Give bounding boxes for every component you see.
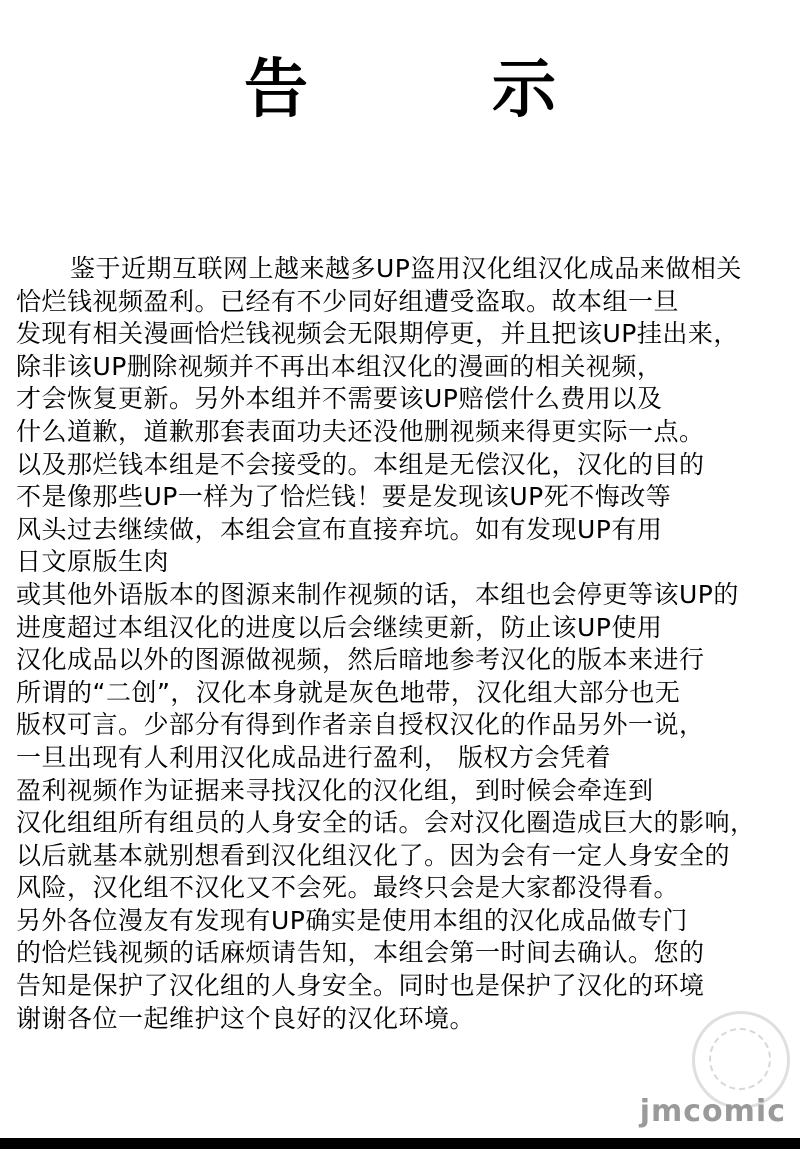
notice-line: 谢谢各位一起维护这个良好的汉化环境。 — [16, 1003, 476, 1033]
notice-line: 以及那烂钱本组是不会接受的。本组是无偿汉化，汉化的目的 — [16, 449, 705, 479]
notice-line: 日文原版生肉 — [16, 547, 170, 577]
notice-line: 所谓的“二创”，汉化本身就是灰色地带，汉化组大部分也无 — [16, 677, 681, 707]
notice-title: 告 示 — [244, 53, 616, 127]
notice-line: 才会恢复更新。另外本组并不需要该UP赔偿什么费用以及 — [16, 384, 663, 414]
notice-line: 盈利视频作为证据来寻找汉化的汉化组，到时候会牵连到 — [16, 775, 654, 805]
notice-line: 或其他外语版本的图源来制作视频的话，本组也会停更等该UP的 — [16, 579, 739, 609]
notice-line: 风头过去继续做，本组会宣布直接弃坑。如有发现UP有用 — [16, 514, 663, 544]
notice-line: 什么道歉，道歉那套表面功夫还没他删视频来得更实际一点。 — [16, 416, 705, 446]
notice-line: 恰烂钱视频盈利。已经有不少同好组遭受盗取。故本组一旦 — [16, 286, 680, 316]
notice-line: 汉化成品以外的图源做视频，然后暗地参考汉化的版本来进行 — [16, 645, 705, 675]
notice-line: 另外各位漫友有发现有UP确实是使用本组的汉化成品做专门 — [16, 905, 688, 935]
notice-line: 的恰烂钱视频的话麻烦请告知，本组会第一时间去确认。您的 — [16, 938, 705, 968]
notice-line: 鉴于近期互联网上越来越多UP盗用汉化组汉化成品来做相关 — [70, 254, 742, 283]
watermark-logo: jmcomic — [639, 1094, 786, 1129]
notice-line: 不是像那些UP一样为了恰烂钱！要是发现该UP死不悔改等 — [16, 482, 672, 512]
notice-line: 一旦出现有人利用汉化成品进行盈利， 版权方会凭着 — [16, 742, 611, 772]
bottom-border — [0, 1138, 800, 1149]
notice-line: 进度超过本组汉化的进度以后会继续更新，防止该UP使用 — [16, 612, 663, 642]
notice-line: 除非该UP删除视频并不再出本组汉化的漫画的相关视频， — [16, 351, 663, 381]
notice-line: 汉化组组所有组员的人身安全的话。会对汉化圈造成巨大的影响， — [16, 808, 756, 838]
notice-line: 发现有相关漫画恰烂钱视频会无限期停更，并且把该UP挂出来， — [16, 319, 739, 349]
notice-line: 风险，汉化组不汉化又不会死。最终只会是大家都没得看。 — [16, 873, 680, 903]
notice-line: 版权可言。少部分有得到作者亲自授权汉化的作品另外一说， — [16, 710, 705, 740]
notice-body — [16, 253, 800, 1035]
notice-line: 以后就基本就别想看到汉化组汉化了。因为会有一定人身安全的 — [16, 840, 731, 870]
notice-line: 告知是保护了汉化组的人身安全。同时也是保护了汉化的环境 — [16, 971, 705, 1001]
